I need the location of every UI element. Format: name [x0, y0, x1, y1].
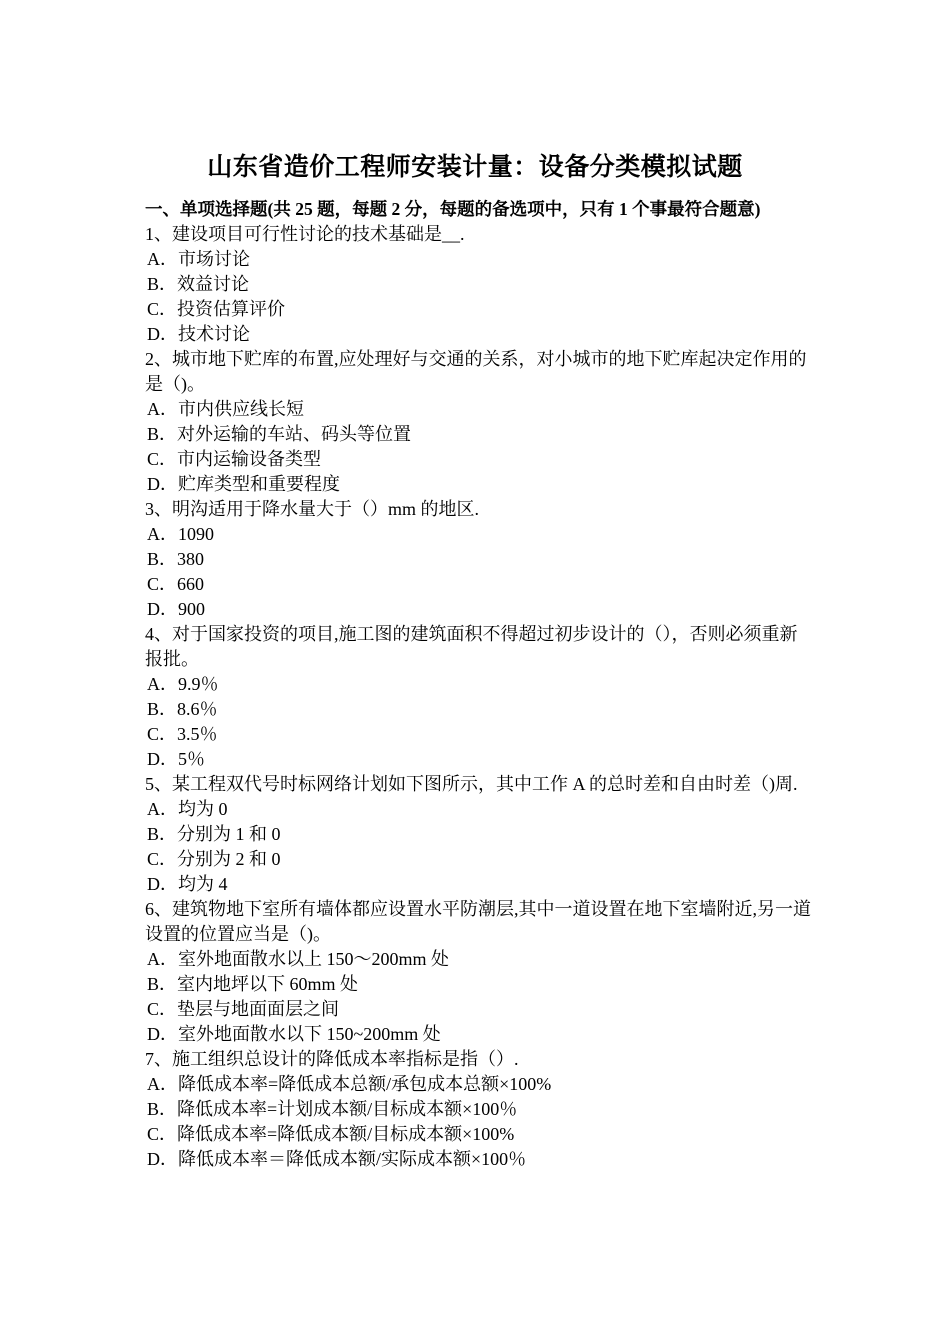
option-c: C．市内运输设备类型 [147, 449, 322, 469]
question-text: 4、对于国家投资的项目,施工图的建筑面积不得超过初步设计的（），否则必须重新报批。 [145, 624, 798, 669]
option-b: B．8.6％ [147, 699, 218, 719]
option-b: B．效益讨论 [147, 274, 250, 294]
option-c: C．3.5％ [147, 724, 218, 744]
document-body [145, 197, 813, 1172]
question-text: 2、城市地下贮库的布置,应处理好与交通的关系，对小城市的地下贮库起决定作用的是（)。 [145, 349, 807, 394]
question-text: 5、某工程双代号时标网络计划如下图所示，其中工作 A 的总时差和自由时差（)周. [145, 774, 798, 794]
option-b: B．380 [147, 549, 205, 569]
question-text: 1、建设项目可行性讨论的技术基础是__. [145, 224, 465, 244]
option-d: D．室外地面散水以下 150~200mm 处 [147, 1024, 441, 1044]
option-d: D．贮库类型和重要程度 [147, 474, 340, 494]
option-a: A．市场讨论 [147, 249, 250, 269]
question-5 [145, 772, 813, 897]
option-a: A．均为 0 [147, 799, 228, 819]
option-a: A．降低成本率=降低成本总额/承包成本总额×100% [147, 1074, 552, 1094]
question-text: 6、建筑物地下室所有墙体都应设置水平防潮层,其中一道设置在地下室墙附近,另一道设置的位置应当是（)。 [145, 899, 811, 944]
document-title: 山东省造价工程师安装计量：设备分类模拟试题 [207, 154, 743, 181]
option-d: D．900 [147, 599, 205, 619]
option-a: A．室外地面散水以上 150～200mm 处 [147, 949, 449, 969]
question-7 [145, 1047, 813, 1172]
option-c: C．660 [147, 574, 205, 594]
option-a: A．9.9％ [147, 674, 219, 694]
option-d: D．5％ [147, 749, 205, 769]
question-4 [145, 622, 813, 772]
option-b: B．室内地坪以下 60mm 处 [147, 974, 359, 994]
option-c: C．垫层与地面面层之间 [147, 999, 340, 1019]
option-b: B．降低成本率=计划成本额/目标成本额×100％ [147, 1099, 518, 1119]
option-a: A．市内供应线长短 [147, 399, 304, 419]
option-c: C．分别为 2 和 0 [147, 849, 281, 869]
question-text: 7、施工组织总设计的降低成本率指标是指（）. [145, 1049, 519, 1069]
option-a: A．1090 [147, 524, 214, 544]
option-b: B．对外运输的车站、码头等位置 [147, 424, 412, 444]
question-1 [145, 222, 813, 347]
question-text: 3、明沟适用于降水量大于（）mm 的地区. [145, 499, 480, 519]
question-2 [145, 347, 813, 497]
option-b: B．分别为 1 和 0 [147, 824, 281, 844]
question-3 [145, 497, 813, 622]
option-d: D．均为 4 [147, 874, 228, 894]
option-d: D．技术讨论 [147, 324, 250, 344]
option-c: C．投资估算评价 [147, 299, 286, 319]
option-d: D．降低成本率＝降低成本额/实际成本额×100％ [147, 1149, 527, 1169]
section-heading: 一、单项选择题(共 25 题，每题 2 分，每题的备选项中，只有 1 个事最符合题意) [145, 199, 761, 219]
question-6 [145, 897, 813, 1047]
option-c: C．降低成本率=降低成本额/目标成本额×100% [147, 1124, 515, 1144]
